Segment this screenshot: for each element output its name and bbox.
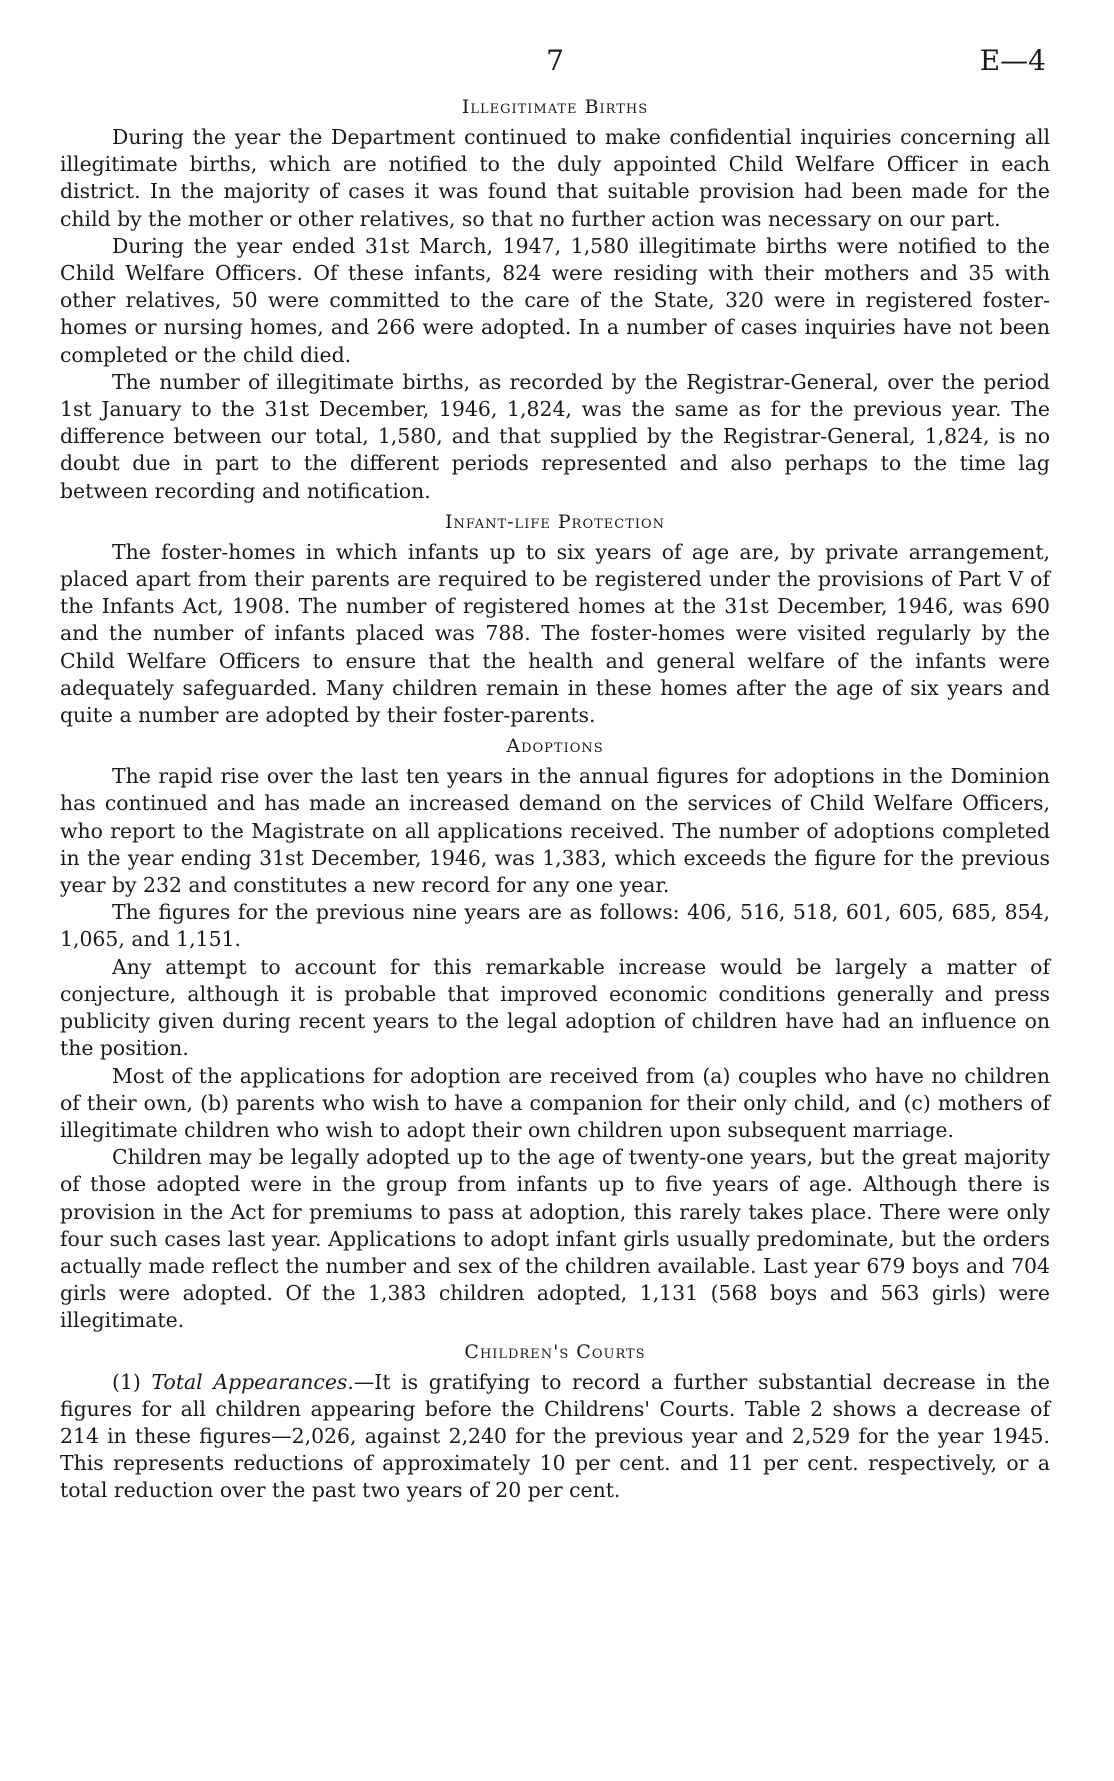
paragraph: The rapid rise over the last ten years in the annual figures for adoptions in the Dominion has continued and has made an increased demand on the services of Child Welfare Officers, who report to the Magistrate on all applications received. The number of adoptions completed in the year ending 31st December, 1946, was 1,383, which exceeds the figure for the previous year by 232 and constitutes a new record for any one year. — [60, 764, 1050, 898]
section-heading-infant-life-protection: Infant-life Protection — [444, 510, 666, 533]
item-number: (1) — [112, 1369, 152, 1394]
paragraph: Any attempt to account for this remarkable increase would be largely a matter of conjecture, although it is probable that improved economic conditions generally and press publicity given during recent years to the legal adoption of children have had an influence on the position. — [60, 954, 1050, 1061]
paragraph-text: —It is gratifying to record a further substantial decrease in the figures for all children appearing before the Childrens' Courts. Table 2 shows a decrease of 214 in these figures—2,026, against 2,240 for the previous year and 2,529 for the year 1945. This represents reductions of approximately 10 per cent. and 11 per cent. respectively, or a total reduction over the past two years of 20 per cent. — [60, 1369, 1050, 1503]
document-page — [60, 44, 1050, 1505]
paragraph: The figures for the previous nine years are as follows: 406, 516, 518, 601, 605, 685, 854, 1,065, and 1,151. — [60, 900, 1050, 952]
document-code: E—4 — [979, 44, 1046, 77]
paragraph: Most of the applications for adoption are received from (a) couples who have no children of their own, (b) parents who wish to have a companion for their only child, and (c) mothers of illegitimate children who wish to adopt their own children upon subsequent marriage. — [60, 1063, 1050, 1142]
paragraph: During the year ended 31st March, 1947, 1,580 illegitimate births were notified to the Child Welfare Officers. Of these infants, 824 were residing with their mothers and 35 with other relatives, 50 were committed to the care of the State, 320 were in registered foster-homes or nursing homes, and 266 were adopted. In a number of cases inquiries have not been completed or the child died. — [60, 233, 1050, 367]
section-heading-adoptions: Adoptions — [506, 735, 604, 758]
page-number: 7 — [546, 44, 564, 77]
paragraph: Children may be legally adopted up to the age of twenty-one years, but the great majority of those adopted were in the group from infants up to five years of age. Although there is provision in the Act for premiums to pass at adoption, this rarely takes place. There were only four such cases last year. Applications to adopt infant girls usually predominate, but the orders actually made reflect the number and sex of the children available. Last year 679 boys and 704 girls were adopted. Of the 1,383 children adopted, 1,131 (568 boys and 563 girls) were illegitimate. — [60, 1145, 1050, 1333]
paragraph: The number of illegitimate births, as recorded by the Registrar-General, over the period 1st January to the 31st December, 1946, 1,824, was the same as for the previous year. The difference between our total, 1,580, and that supplied by the Registrar-General, 1,824, is no doubt due in part to the different periods represented and also perhaps to the time lag between recording and notification. — [60, 369, 1050, 503]
paragraph: The foster-homes in which infants up to six years of age are, by private arrangement, placed apart from their parents are required to be registered under the provisions of Part V of the Infants Act, 1908. The number of registered homes at the 31st December, 1946, was 690 and the number of infants placed was 788. The foster-homes were visited regularly by the Child Welfare Officers to ensure that the health and general welfare of the infants were adequately safeguarded. Many children remain in these homes after the age of six years and quite a number are adopted by their foster-parents. — [60, 539, 1050, 728]
section-heading-illegitimate-births: Illegitimate Births — [461, 96, 649, 118]
section-heading-childrens-courts: Children's Courts — [464, 1340, 646, 1363]
paragraph: During the year the Department continued to make confidential inquiries concerning all illegitimate births, which are notified to the duly appointed Child Welfare Officer in each district. In the majority of cases it was found that suitable provision had been made for the child by the mother or other relatives, so that no further action was necessary on our part. — [60, 125, 1050, 231]
page-header — [60, 44, 1050, 90]
subheading-total-appearances: Total Appearances. — [151, 1369, 354, 1394]
paragraph-total-appearances — [60, 1369, 1050, 1505]
